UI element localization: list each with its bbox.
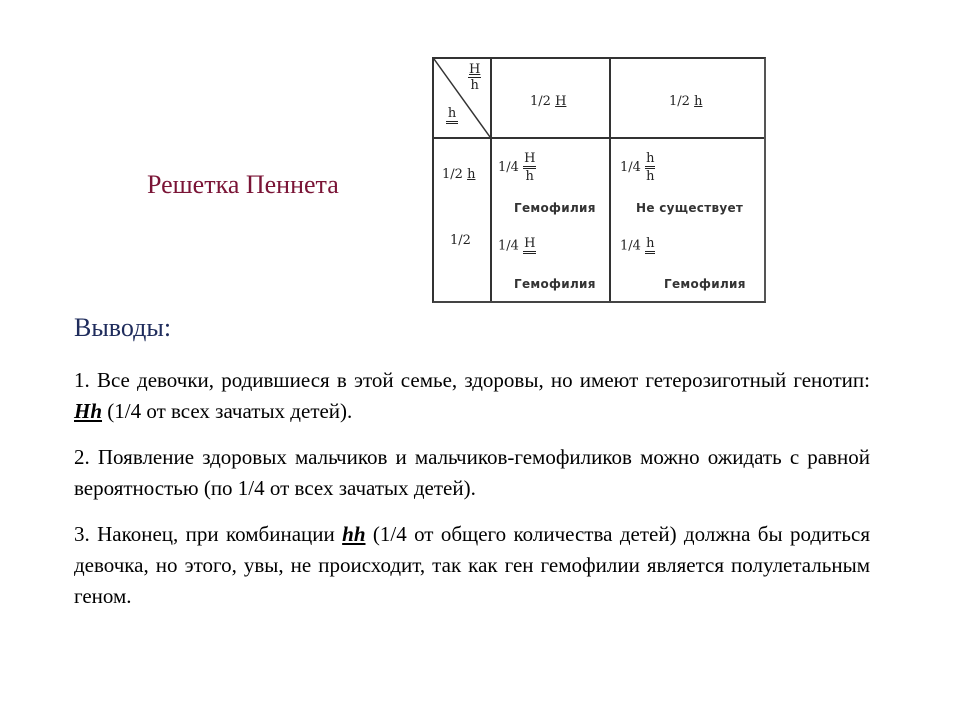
row2-header: 1/2 <box>450 233 471 248</box>
col1-header: 1/2 H <box>530 94 567 109</box>
cell-r1c2-label: Не существует <box>636 201 744 215</box>
cell-r1c1-genotype: 1/4 $\frac{H}{h}$ <box>498 151 536 184</box>
genotype-Hh: Hh <box>74 399 103 423</box>
grid-line-vertical-2 <box>609 57 611 301</box>
cell-r1c2-fraction: $\frac{h}{h}$ <box>646 151 655 184</box>
row1-header: 1/2 h <box>442 167 476 182</box>
cell-r2c1-fraction: H <box>523 237 536 255</box>
conclusion-1: 1. Все девочки, родившиеся в этой семье, здоровы, но имеют гетерозиготный генотип: Hh (1/4 от всех зачатых детей). <box>74 368 870 423</box>
corner-top-fraction: $\frac{H}{h}$ <box>469 62 481 93</box>
cell-r1c2-genotype: 1/4 $\frac{h}{h}$ <box>620 151 655 184</box>
punnett-title: Решетка Пеннета <box>147 170 339 199</box>
cell-r1c1-fraction: $\frac{H}{h}$ <box>524 151 536 184</box>
cell-r2c2-genotype: 1/4 h <box>620 236 655 254</box>
conclusions-heading: Выводы: <box>74 313 172 342</box>
corner-left-fraction: h <box>446 107 458 125</box>
conclusion-2: 2. Появление здоровых мальчиков и мальчиков-гемофиликов можно ожидать с равной вероятностью (по 1/4 от всех зачатых детей). <box>74 445 870 500</box>
conclusion-3: 3. Наконец, при комбинации hh (1/4 от общего количества детей) должна бы родиться девочка, но этого, увы, не происходит, так как ген гемофилии является полулетальным геном. <box>74 522 870 608</box>
cell-r2c2-fraction: h <box>645 237 655 255</box>
cell-r2c1-genotype: 1/4 H <box>498 236 536 254</box>
corner-diagonal <box>432 57 492 139</box>
cell-r1c1-label: Гемофилия <box>514 201 596 215</box>
corner-left-genotype <box>446 107 458 125</box>
punnett-square <box>432 57 764 301</box>
cell-r2c1-label: Гемофилия <box>514 277 596 291</box>
corner-top-genotype <box>468 63 481 92</box>
cell-r2c2-label: Гемофилия <box>664 277 746 291</box>
genotype-hh: hh <box>342 522 366 546</box>
col2-header: 1/2 h <box>669 94 703 109</box>
